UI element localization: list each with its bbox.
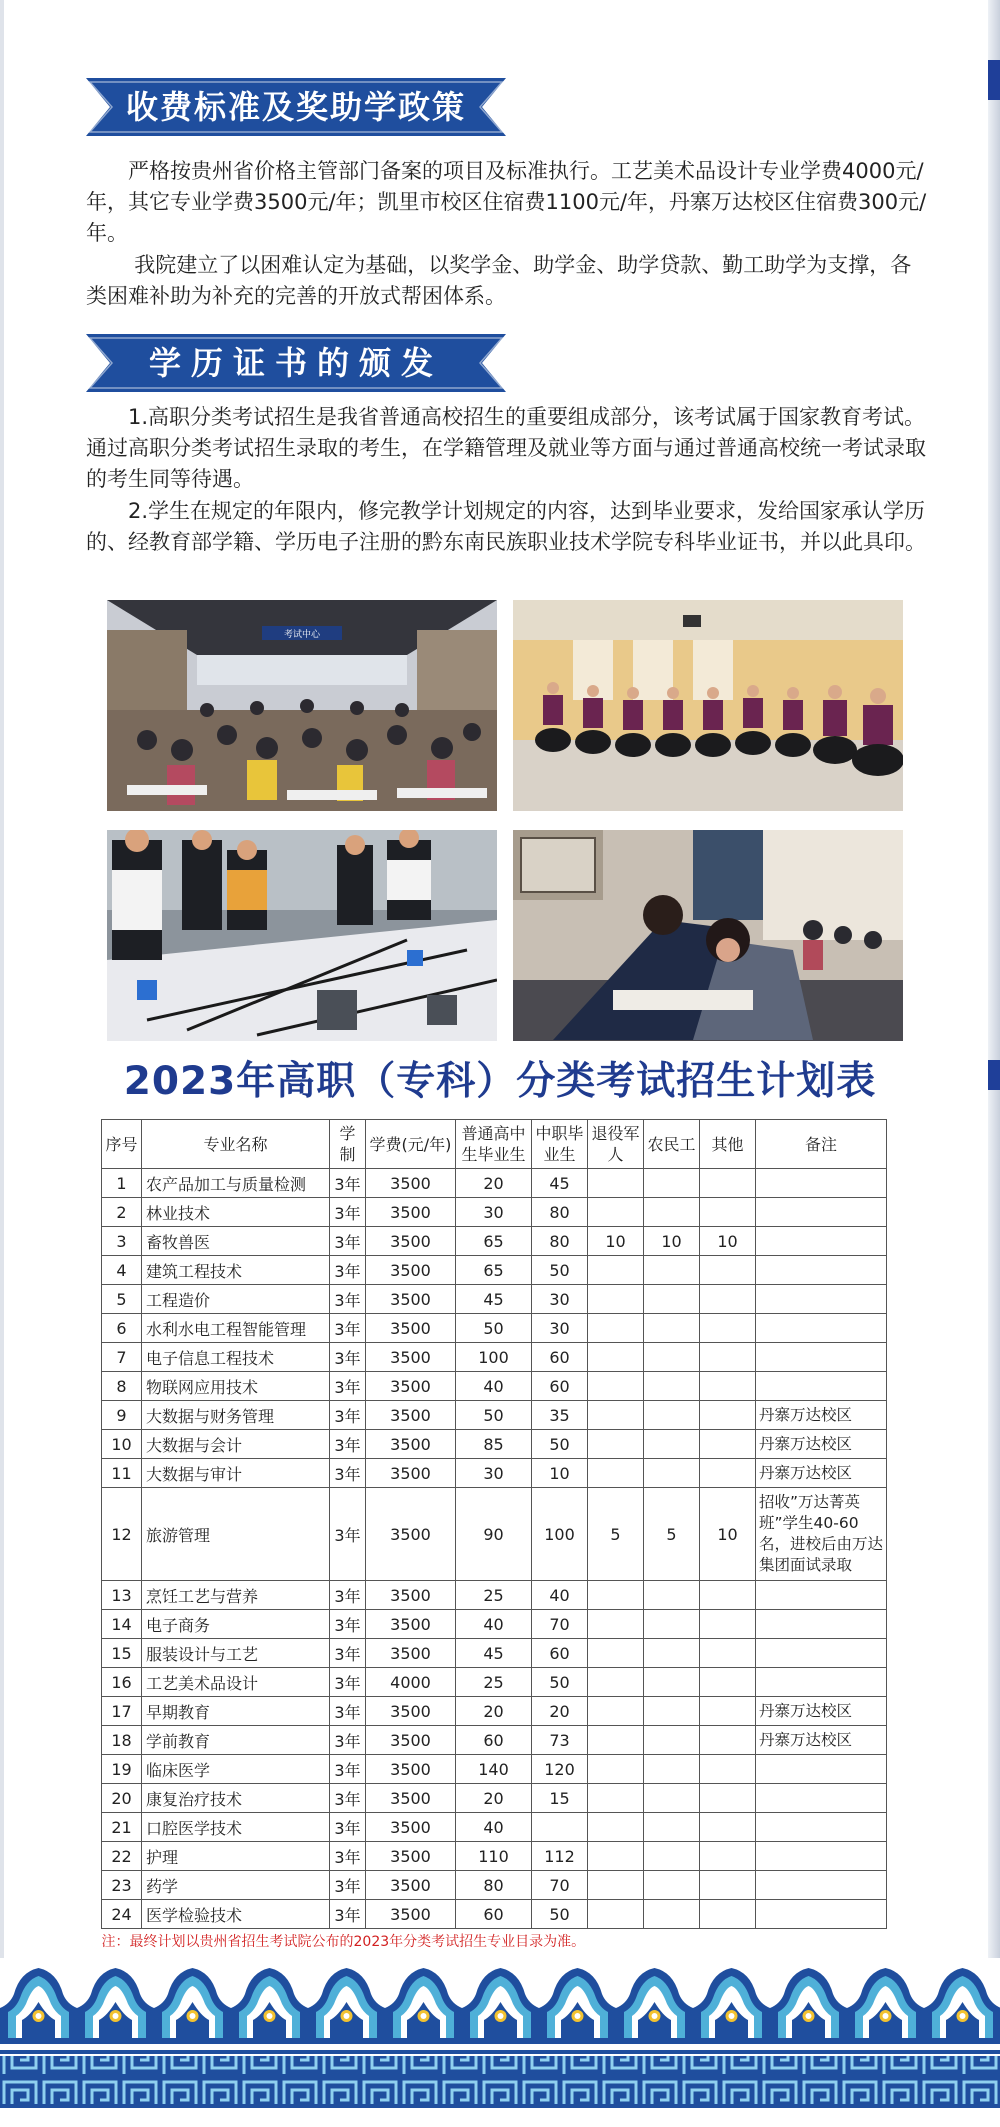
table-cell: [588, 1401, 644, 1430]
table-row: [102, 1900, 887, 1929]
table-cell: 140: [456, 1755, 532, 1784]
table-cell: 3500: [366, 1314, 456, 1343]
table-cell: 3500: [366, 1198, 456, 1227]
table-cell: 70: [532, 1871, 588, 1900]
table-cell: 20: [456, 1169, 532, 1198]
table-cell: 30: [532, 1314, 588, 1343]
table-cell: 10: [102, 1430, 142, 1459]
table-cell: 3500: [366, 1169, 456, 1198]
table-cell: [700, 1755, 756, 1784]
table-cell: [700, 1900, 756, 1929]
photo-dance-class: [513, 600, 903, 811]
table-cell: 3500: [366, 1227, 456, 1256]
table-cell: 65: [456, 1256, 532, 1285]
table-cell: [644, 1697, 700, 1726]
col-header: 其他: [700, 1120, 756, 1169]
table-cell: 85: [456, 1430, 532, 1459]
ethnic-pattern-band: [0, 1958, 1000, 2123]
table-cell: [588, 1256, 644, 1285]
table-cell: [588, 1697, 644, 1726]
table-cell: [588, 1430, 644, 1459]
table-cell: 80: [456, 1871, 532, 1900]
table-cell: 3年: [330, 1697, 366, 1726]
table-cell: [700, 1430, 756, 1459]
col-header: 退役军人: [588, 1120, 644, 1169]
table-cell: 丹寨万达校区: [756, 1430, 887, 1459]
plan-table-title: 2023年高职（专科）分类考试招生计划表: [123, 1059, 877, 1104]
table-cell: 120: [532, 1755, 588, 1784]
table-header-row: [102, 1120, 887, 1169]
table-cell: [644, 1755, 700, 1784]
table-cell: [588, 1372, 644, 1401]
table-cell: [644, 1169, 700, 1198]
table-cell: 护理: [142, 1842, 330, 1871]
exam-center-sign: 考试中心: [283, 630, 321, 640]
table-cell: [700, 1871, 756, 1900]
table-cell: [756, 1813, 887, 1842]
table-cell: 3年: [330, 1668, 366, 1697]
table-cell: [700, 1581, 756, 1610]
table-cell: 丹寨万达校区: [756, 1697, 887, 1726]
photo-art-class: [513, 830, 903, 1041]
table-cell: [588, 1198, 644, 1227]
table-cell: 40: [456, 1610, 532, 1639]
table-cell: 3500: [366, 1581, 456, 1610]
table-cell: 3: [102, 1227, 142, 1256]
table-cell: 12: [102, 1488, 142, 1581]
table-cell: 3500: [366, 1459, 456, 1488]
table-cell: 15: [532, 1784, 588, 1813]
table-cell: 30: [532, 1285, 588, 1314]
table-cell: 电子信息工程技术: [142, 1343, 330, 1372]
table-cell: [588, 1813, 644, 1842]
table-cell: 3年: [330, 1842, 366, 1871]
table-cell: 大数据与审计: [142, 1459, 330, 1488]
table-row: [102, 1285, 887, 1314]
table-cell: [644, 1900, 700, 1929]
table-cell: 旅游管理: [142, 1488, 330, 1581]
table-cell: 17: [102, 1697, 142, 1726]
table-cell: 50: [532, 1430, 588, 1459]
table-cell: 13: [102, 1581, 142, 1610]
table-row: [102, 1726, 887, 1755]
table-cell: 建筑工程技术: [142, 1256, 330, 1285]
table-cell: 水利水电工程智能管理: [142, 1314, 330, 1343]
table-cell: 60: [456, 1726, 532, 1755]
table-cell: [756, 1169, 887, 1198]
table-cell: 50: [456, 1314, 532, 1343]
table-cell: [756, 1871, 887, 1900]
table-cell: 20: [456, 1697, 532, 1726]
table-cell: 3年: [330, 1372, 366, 1401]
certificate-heading-banner: [86, 334, 506, 392]
table-cell: [756, 1372, 887, 1401]
table-cell: [756, 1755, 887, 1784]
col-header: 中职毕业生: [532, 1120, 588, 1169]
table-cell: 20: [102, 1784, 142, 1813]
table-cell: [644, 1372, 700, 1401]
table-cell: 50: [456, 1401, 532, 1430]
table-cell: [588, 1900, 644, 1929]
table-cell: [700, 1668, 756, 1697]
table-cell: 65: [456, 1227, 532, 1256]
left-border: [0, 0, 4, 1960]
table-cell: 60: [532, 1343, 588, 1372]
table-cell: 药学: [142, 1871, 330, 1900]
table-cell: 口腔医学技术: [142, 1813, 330, 1842]
table-cell: 3500: [366, 1256, 456, 1285]
table-cell: 11: [102, 1459, 142, 1488]
table-cell: 3年: [330, 1813, 366, 1842]
table-cell: 35: [532, 1401, 588, 1430]
certificate-heading: 学历证书的颁发: [148, 344, 443, 382]
col-header: 备注: [756, 1120, 887, 1169]
table-cell: 3年: [330, 1169, 366, 1198]
certificate-paragraph-2: 2.学生在规定的年限内，修完教学计划规定的内容，达到毕业要求，发给国家承认学历的、经教育部学籍、学历电子注册的黔东南民族职业技术学院专科毕业证书，并以此具印。: [86, 499, 926, 554]
table-cell: [700, 1372, 756, 1401]
table-row: [102, 1639, 887, 1668]
table-cell: 50: [532, 1900, 588, 1929]
table-row: [102, 1459, 887, 1488]
table-cell: 40: [456, 1372, 532, 1401]
table-cell: [588, 1871, 644, 1900]
table-cell: [644, 1401, 700, 1430]
table-cell: [588, 1169, 644, 1198]
table-cell: 丹寨万达校区: [756, 1726, 887, 1755]
table-cell: [756, 1668, 887, 1697]
table-cell: 工程造价: [142, 1285, 330, 1314]
table-cell: [700, 1343, 756, 1372]
table-row: [102, 1668, 887, 1697]
table-cell: [588, 1726, 644, 1755]
table-cell: 3500: [366, 1401, 456, 1430]
table-cell: [756, 1639, 887, 1668]
table-cell: 3年: [330, 1343, 366, 1372]
table-cell: 丹寨万达校区: [756, 1459, 887, 1488]
table-cell: 3500: [366, 1343, 456, 1372]
table-cell: 16: [102, 1668, 142, 1697]
table-cell: 3年: [330, 1256, 366, 1285]
table-cell: [700, 1459, 756, 1488]
table-cell: [588, 1285, 644, 1314]
table-cell: 25: [456, 1581, 532, 1610]
table-cell: 畜牧兽医: [142, 1227, 330, 1256]
table-cell: 3年: [330, 1610, 366, 1639]
table-cell: [588, 1581, 644, 1610]
table-cell: 丹寨万达校区: [756, 1401, 887, 1430]
table-row: [102, 1813, 887, 1842]
table-cell: 农产品加工与质量检测: [142, 1169, 330, 1198]
table-cell: [756, 1314, 887, 1343]
table-cell: 大数据与会计: [142, 1430, 330, 1459]
table-cell: 90: [456, 1488, 532, 1581]
table-cell: [700, 1256, 756, 1285]
table-cell: [588, 1842, 644, 1871]
table-cell: 招收”万达菁英班”学生40-60名，进校后由万达集团面试录取: [756, 1488, 887, 1581]
table-cell: 40: [532, 1581, 588, 1610]
table-row: [102, 1169, 887, 1198]
table-cell: [644, 1581, 700, 1610]
right-border: [988, 0, 1000, 1960]
table-cell: 康复治疗技术: [142, 1784, 330, 1813]
fees-heading-banner: [86, 78, 506, 136]
table-cell: 5: [102, 1285, 142, 1314]
table-cell: [644, 1198, 700, 1227]
table-cell: 4000: [366, 1668, 456, 1697]
table-cell: 80: [532, 1198, 588, 1227]
table-cell: [700, 1813, 756, 1842]
table-cell: [700, 1842, 756, 1871]
table-cell: 40: [456, 1813, 532, 1842]
table-cell: 3年: [330, 1639, 366, 1668]
table-cell: [700, 1639, 756, 1668]
table-row: [102, 1227, 887, 1256]
table-cell: 3500: [366, 1813, 456, 1842]
table-cell: 烹饪工艺与营养: [142, 1581, 330, 1610]
table-cell: 3年: [330, 1401, 366, 1430]
table-cell: [756, 1198, 887, 1227]
table-cell: [588, 1314, 644, 1343]
table-cell: [644, 1813, 700, 1842]
table-cell: [700, 1169, 756, 1198]
table-cell: 21: [102, 1813, 142, 1842]
table-cell: 30: [456, 1459, 532, 1488]
table-cell: [700, 1285, 756, 1314]
table-cell: 3年: [330, 1227, 366, 1256]
enrollment-plan-table: [101, 1119, 887, 1953]
table-row: [102, 1697, 887, 1726]
col-header: 专业名称: [142, 1120, 330, 1169]
table-cell: [756, 1256, 887, 1285]
table-cell: 3年: [330, 1285, 366, 1314]
col-header: 序号: [102, 1120, 142, 1169]
table-cell: 林业技术: [142, 1198, 330, 1227]
table-cell: 73: [532, 1726, 588, 1755]
table-cell: [644, 1726, 700, 1755]
col-header: 学制: [330, 1120, 366, 1169]
table-cell: 早期教育: [142, 1697, 330, 1726]
table-cell: 工艺美术品设计: [142, 1668, 330, 1697]
table-cell: 大数据与财务管理: [142, 1401, 330, 1430]
table-row: [102, 1256, 887, 1285]
table-cell: [588, 1610, 644, 1639]
table-row: [102, 1198, 887, 1227]
table-cell: [644, 1784, 700, 1813]
table-cell: 20: [456, 1784, 532, 1813]
table-cell: 22: [102, 1842, 142, 1871]
table-cell: 学前教育: [142, 1726, 330, 1755]
table-cell: [644, 1256, 700, 1285]
table-cell: 60: [532, 1372, 588, 1401]
table-cell: 70: [532, 1610, 588, 1639]
table-row: [102, 1871, 887, 1900]
table-cell: 服装设计与工艺: [142, 1639, 330, 1668]
table-cell: 3500: [366, 1697, 456, 1726]
table-cell: 3年: [330, 1314, 366, 1343]
table-cell: 电子商务: [142, 1610, 330, 1639]
table-row: [102, 1610, 887, 1639]
photo-computer-lab: [107, 600, 497, 811]
fees-paragraph-2: 我院建立了以困难认定为基础，以奖学金、助学金、助学贷款、勤工助学为支撑，各类困难补助为补充的完善的开放式帮困体系。: [86, 253, 912, 308]
table-cell: [756, 1285, 887, 1314]
table-cell: 25: [456, 1668, 532, 1697]
table-cell: [700, 1697, 756, 1726]
table-cell: [756, 1900, 887, 1929]
table-cell: [644, 1285, 700, 1314]
photo-robotics-lab: [107, 830, 497, 1041]
table-cell: 112: [532, 1842, 588, 1871]
table-footnote: 注：最终计划以贵州省招生考试院公布的2023年分类考试招生专业目录为准。: [101, 1934, 586, 1950]
table-cell: 3500: [366, 1900, 456, 1929]
table-cell: 5: [644, 1488, 700, 1581]
certificate-paragraph-1: 1.高职分类考试招生是我省普通高校招生的重要组成部分，该考试属于国家教育考试。通过高职分类考试招生录取的考生，在学籍管理及就业等方面与通过普通高校统一考试录取的考生同等待遇。: [86, 405, 926, 491]
table-cell: 45: [532, 1169, 588, 1198]
table-cell: 8: [102, 1372, 142, 1401]
table-row: [102, 1755, 887, 1784]
table-cell: [756, 1784, 887, 1813]
table-cell: [588, 1755, 644, 1784]
table-cell: 50: [532, 1256, 588, 1285]
table-row: [102, 1488, 887, 1581]
table-cell: 临床医学: [142, 1755, 330, 1784]
table-cell: 3年: [330, 1900, 366, 1929]
table-row: [102, 1842, 887, 1871]
table-cell: [644, 1430, 700, 1459]
fees-heading: 收费标准及奖助学政策: [125, 88, 466, 126]
table-cell: [700, 1198, 756, 1227]
table-cell: 80: [532, 1227, 588, 1256]
table-cell: [756, 1842, 887, 1871]
table-cell: 110: [456, 1842, 532, 1871]
table-cell: 20: [532, 1697, 588, 1726]
table-cell: 9: [102, 1401, 142, 1430]
table-cell: [644, 1314, 700, 1343]
table-cell: 14: [102, 1610, 142, 1639]
table-cell: 100: [456, 1343, 532, 1372]
fees-paragraph-1: 严格按贵州省价格主管部门备案的项目及标准执行。工艺美术品设计专业学费4000元/年，其它专业学费3500元/年；凯里市校区住宿费1100元/年，丹寨万达校区住宿费300元/年。: [86, 159, 927, 245]
table-cell: 10: [588, 1227, 644, 1256]
table-row: [102, 1581, 887, 1610]
table-cell: 10: [700, 1227, 756, 1256]
table-cell: [700, 1610, 756, 1639]
table-cell: [588, 1459, 644, 1488]
table-cell: 50: [532, 1668, 588, 1697]
table-cell: 3500: [366, 1372, 456, 1401]
table-cell: 3年: [330, 1488, 366, 1581]
table-cell: 7: [102, 1343, 142, 1372]
col-header: 农民工: [644, 1120, 700, 1169]
table-cell: 60: [456, 1900, 532, 1929]
table-cell: 18: [102, 1726, 142, 1755]
table-cell: 24: [102, 1900, 142, 1929]
table-cell: 3年: [330, 1430, 366, 1459]
table-row: [102, 1401, 887, 1430]
table-cell: 5: [588, 1488, 644, 1581]
table-cell: [700, 1314, 756, 1343]
table-cell: 3500: [366, 1755, 456, 1784]
table-row: [102, 1784, 887, 1813]
table-cell: [700, 1401, 756, 1430]
table-cell: [644, 1459, 700, 1488]
table-cell: 19: [102, 1755, 142, 1784]
table-cell: 2: [102, 1198, 142, 1227]
table-cell: 6: [102, 1314, 142, 1343]
table-cell: 10: [700, 1488, 756, 1581]
table-row: [102, 1372, 887, 1401]
table-cell: 1: [102, 1169, 142, 1198]
table-cell: [644, 1610, 700, 1639]
table-cell: [700, 1784, 756, 1813]
table-cell: [756, 1227, 887, 1256]
table-cell: 3年: [330, 1784, 366, 1813]
table-cell: [644, 1842, 700, 1871]
table-cell: 3年: [330, 1459, 366, 1488]
table-cell: [532, 1813, 588, 1842]
table-row: [102, 1430, 887, 1459]
col-header: 学费(元/年): [366, 1120, 456, 1169]
table-cell: 3500: [366, 1610, 456, 1639]
table-cell: 15: [102, 1639, 142, 1668]
table-cell: 3500: [366, 1430, 456, 1459]
table-cell: 3500: [366, 1842, 456, 1871]
table-cell: 3500: [366, 1285, 456, 1314]
table-row: [102, 1343, 887, 1372]
table-cell: 10: [532, 1459, 588, 1488]
table-cell: [588, 1784, 644, 1813]
table-cell: 30: [456, 1198, 532, 1227]
table-cell: 3500: [366, 1488, 456, 1581]
table-cell: 100: [532, 1488, 588, 1581]
table-cell: [644, 1343, 700, 1372]
table-cell: [756, 1610, 887, 1639]
table-cell: [700, 1726, 756, 1755]
table-cell: 3年: [330, 1198, 366, 1227]
table-cell: [644, 1668, 700, 1697]
table-cell: 60: [532, 1639, 588, 1668]
table-cell: 3500: [366, 1639, 456, 1668]
table-cell: [588, 1639, 644, 1668]
table-cell: 3年: [330, 1581, 366, 1610]
col-header: 普通高中生毕业生: [456, 1120, 532, 1169]
table-cell: 3500: [366, 1726, 456, 1755]
table-cell: 4: [102, 1256, 142, 1285]
table-cell: 医学检验技术: [142, 1900, 330, 1929]
table-cell: 物联网应用技术: [142, 1372, 330, 1401]
table-cell: [756, 1343, 887, 1372]
table-cell: [588, 1668, 644, 1697]
table-cell: 10: [644, 1227, 700, 1256]
table-cell: [644, 1639, 700, 1668]
table-row: [102, 1314, 887, 1343]
table-cell: 3年: [330, 1755, 366, 1784]
table-cell: 3年: [330, 1871, 366, 1900]
table-cell: 45: [456, 1639, 532, 1668]
table-cell: [756, 1581, 887, 1610]
table-cell: [644, 1871, 700, 1900]
table-cell: 3500: [366, 1784, 456, 1813]
table-cell: 3500: [366, 1871, 456, 1900]
table-cell: 45: [456, 1285, 532, 1314]
table-cell: 3年: [330, 1726, 366, 1755]
table-cell: [588, 1343, 644, 1372]
table-cell: 23: [102, 1871, 142, 1900]
